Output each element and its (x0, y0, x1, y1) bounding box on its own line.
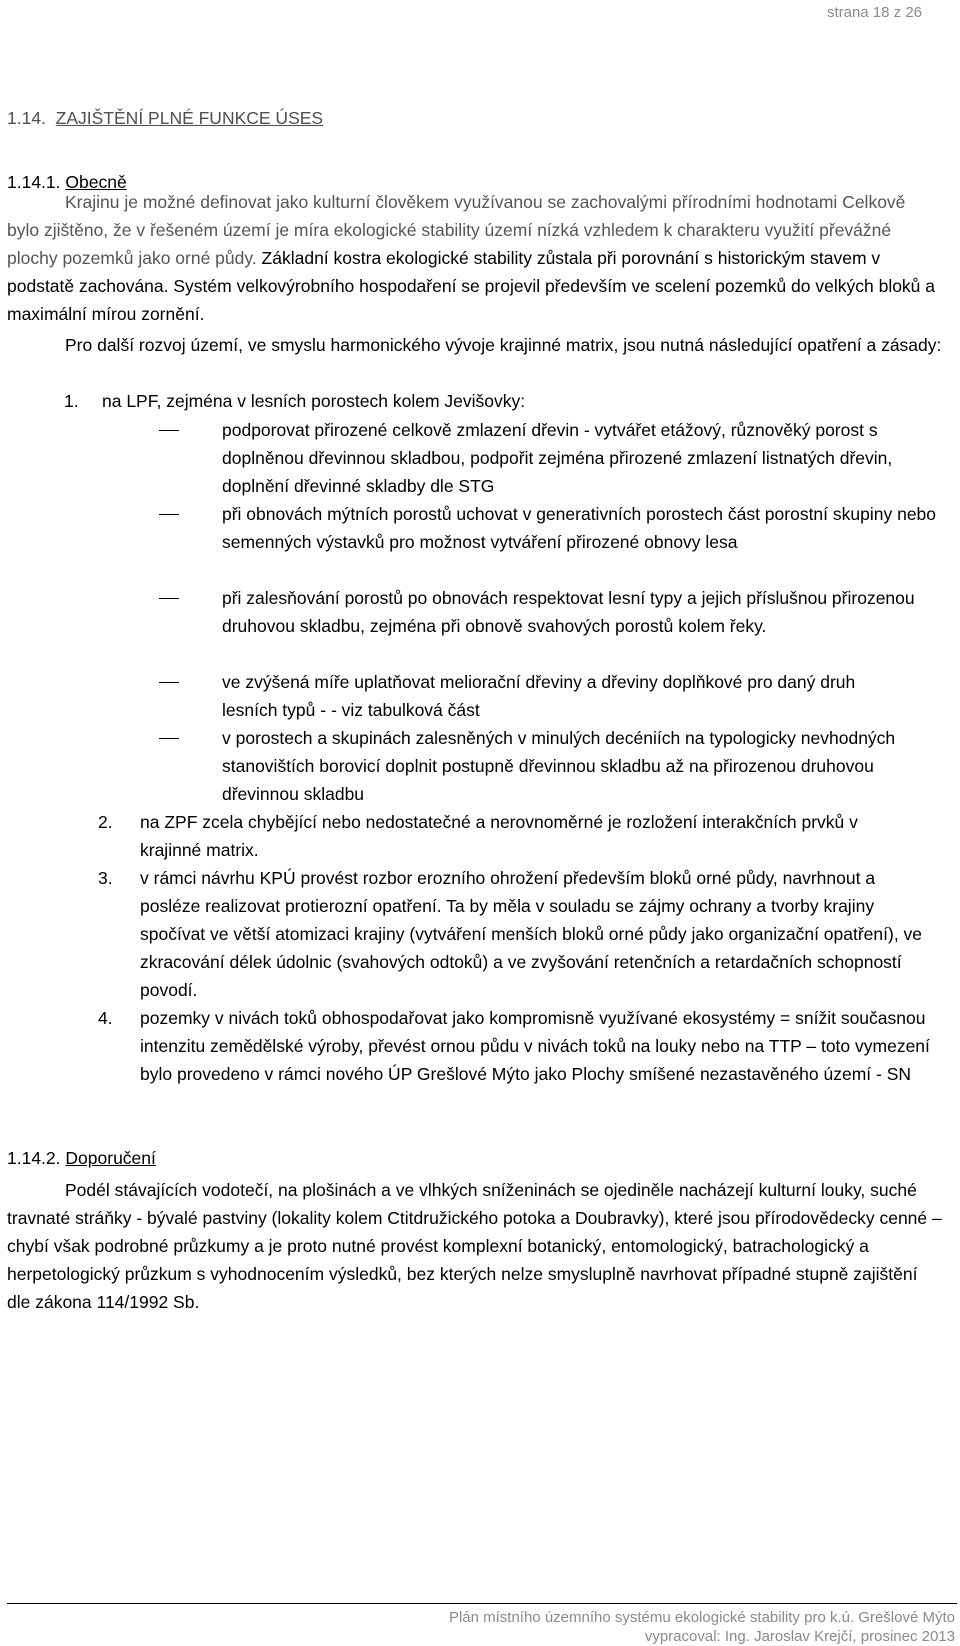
section-heading (7, 108, 323, 129)
paragraph-intro (7, 188, 942, 328)
sub-list-item: při zalesňování porostů po obnovách respektovat lesní typy a jejich příslušnou přirozenou druhovou skladbu, zejména při obnově svahových porostů kolem řeky. (222, 588, 915, 636)
paragraph-measures-text: Pro další rozvoj území, ve smyslu harmonického vývoje krajinné matrix, jsou nutná následující opatření a zásady: (65, 335, 942, 355)
paragraph-recommendation-text: Podél stávajících vodotečí, na plošinách a ve vlhkých sníženinách se ojediněle nacházejí kulturní louky, suché travnaté stráňky - bývalé pastviny (lokality kolem Ctitdružického potoka a Doubravky), které jsou přírodovědecky cenné – chybí však podrobné průzkumy a je proto nutné provést komplexní botanický, entomologický, batrachologický a herpetologický průzkum s vyhodnocením výsledků, bez kterých nelze smysluplně navrhovat případné stupně zajištění dle zákona 114/1992 Sb. (7, 1180, 942, 1312)
dash-bullet-icon (159, 682, 179, 683)
paragraph-recommendation (7, 1176, 942, 1316)
paragraph-intro-text-b: Základní kostra ekologické stability zůstala při porovnání s historickým stavem v podstatě zachována. Systém velkovýrobního hospodaření se projevil především ve scelení pozemků do velkých bloků a maximální mírou zornění. (7, 248, 936, 324)
subsection-number: 1.14.1. (7, 172, 61, 192)
section-number: 1.14. (7, 108, 46, 128)
list-item: v rámci návrhu KPÚ provést rozbor erozního ohrožení především bloků orné půdy, navrhnout a posléze realizovat protierozní opatření. Ta by měla v souladu se zájmy ochrany a tvorby krajiny spočívat ve větší atomizaci krajiny (vytváření menších bloků orné půdy jako organizační opatření), ve zkracování délek údolnic (svahových odtoků) a ve zvyšování retenčních a retardačních schopností povodí. (140, 868, 923, 1000)
list-item: na ZPF zcela chybějící nebo nedostatečné a nerovnoměrné je rozložení interakčních prvků v krajinné matrix. (140, 812, 858, 860)
paragraph-measures (7, 331, 942, 359)
dash-bullet-icon (159, 514, 179, 515)
sub-list-item: podporovat přirozené celkově zmlazení dřevin - vytvářet etážový, různověký porost s doplněnou dřevinnou skladbou, podpořit zejména přirozené zmlazení listnatých dřevin, doplnění dřevinné skladby dle STG (222, 420, 893, 496)
subsection-number: 1.14.2. (7, 1148, 61, 1168)
page-number: strana 18 z 26 (826, 4, 922, 21)
footer-line-1: Plán místního územního systému ekologické stability pro k.ú. Grešlové Mýto (448, 1609, 955, 1626)
footer-divider (7, 1603, 957, 1604)
section-title: ZAJIŠTĚNÍ PLNÉ FUNKCE ÚSES (55, 108, 324, 128)
list-item-number: 3. (98, 868, 113, 888)
sub-list-item: v porostech a skupinách zalesněných v minulých decéniích na typologicky nevhodných stanovištích borovicí doplnit postupně dřevinnou skladbu až na přirozenou druhovou dřevinnou skladbu (222, 728, 896, 804)
list-item-number: 2. (98, 812, 113, 832)
paragraph-intro-text: Krajinu je možné definovat jako kulturní člověkem využívanou se zachovalými přírodními hodnotami Celkově bylo zjištěno, že v řešeném území je míra ekologické stability území nízká vzhledem k charakteru využití převážné plochy pozemků jako orné půdy. (7, 192, 906, 268)
subsection-heading-2 (7, 1148, 156, 1169)
sub-list-item: ve zvýšená míře uplatňovat meliorační dřeviny a dřeviny doplňkové pro daný druh lesních typů - - viz tabulková část (222, 672, 856, 720)
dash-bullet-icon (159, 598, 179, 599)
subsection-title: Obecně (65, 172, 127, 192)
list-item: na LPF, zejména v lesních porostech kolem Jevišovky: (102, 391, 526, 411)
list-item-number: 1. (64, 391, 79, 411)
dash-bullet-icon (159, 430, 179, 431)
footer-line-2: vypracoval: Ing. Jaroslav Krejčí, prosinec 2013 (644, 1628, 955, 1645)
list-item-number: 4. (98, 1008, 113, 1028)
subsection-title: Doporučení (65, 1148, 156, 1168)
dash-bullet-icon (159, 738, 179, 739)
sub-list-item: při obnovách mýtních porostů uchovat v generativních porostech část porostní skupiny nebo semenných výstavků pro možnost vytváření přirozené obnovy lesa (222, 504, 937, 552)
list-item: pozemky v nivách toků obhospodařovat jako kompromisně využívané ekosystémy = snížit současnou intenzitu zemědělské výroby, převést ornou půdu v nivách toků na louky nebo na TTP – toto vymezení bylo provedeno v rámci nového ÚP Grešlové Mýto jako Plochy smíšené nezastavěného území - SN (140, 1008, 930, 1084)
